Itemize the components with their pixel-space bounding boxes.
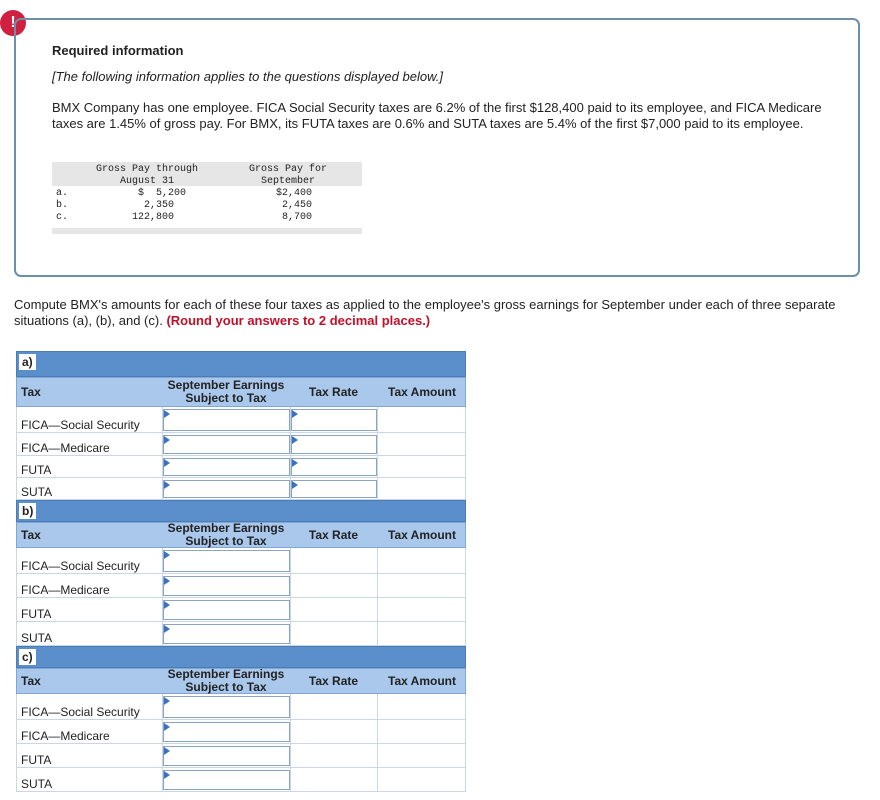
input-marker-icon xyxy=(292,436,298,444)
earnings-input[interactable] xyxy=(163,624,290,644)
required-info-title: Required information xyxy=(52,43,184,58)
section-bar xyxy=(16,500,466,522)
section-bar xyxy=(16,351,466,377)
tax-amount-cell[interactable] xyxy=(378,622,466,646)
earnings-input[interactable] xyxy=(163,770,290,790)
table-row xyxy=(16,598,466,622)
column-divider xyxy=(290,768,291,791)
gross-pay-header-col1: Gross Pay through August 31 xyxy=(95,164,199,187)
tax-amount-cell[interactable] xyxy=(378,720,466,744)
earnings-input[interactable] xyxy=(163,409,290,431)
table-row xyxy=(16,720,466,744)
tax-rate-input[interactable] xyxy=(291,458,377,476)
gross-pay-through-value: 122,800 xyxy=(131,212,174,223)
gross-pay-header-col2: Gross Pay for September xyxy=(248,164,327,187)
section-label: b) xyxy=(19,503,36,519)
tax-name-label: FUTA xyxy=(21,753,52,767)
earnings-input[interactable] xyxy=(163,480,290,498)
table-row xyxy=(16,407,466,433)
header-tax-amount: Tax Amount xyxy=(388,674,456,688)
input-marker-icon xyxy=(164,723,170,731)
instruction-text: Compute BMX's amounts for each of these four taxes as applied to the employee's gross earnings for September under each of three separate situations (a), (b), and (c). (Round your answers to 2 decimal places.) xyxy=(14,297,836,328)
tax-name-label: SUTA xyxy=(21,631,53,645)
table-row xyxy=(16,574,466,598)
tax-amount-cell[interactable] xyxy=(378,574,466,598)
tax-name-label: FICA—Social Security xyxy=(21,418,140,432)
tax-name-label: FICA—Social Security xyxy=(21,559,140,573)
tax-name-label: SUTA xyxy=(21,485,53,499)
table-row xyxy=(16,744,466,768)
header-tax-rate: Tax Rate xyxy=(308,385,359,399)
table-row xyxy=(16,548,466,574)
input-marker-icon xyxy=(164,410,170,418)
table-row xyxy=(16,478,466,500)
tax-name-label: FICA—Medicare xyxy=(21,583,110,597)
tax-rate-input[interactable] xyxy=(291,480,377,498)
gross-pay-through-value: 2,350 xyxy=(143,200,174,211)
tax-rate-input[interactable] xyxy=(291,435,377,454)
tax-amount-cell[interactable] xyxy=(378,478,466,500)
tax-amount-cell[interactable] xyxy=(378,433,466,456)
table-header-row xyxy=(16,377,466,407)
table-row xyxy=(16,768,466,792)
gross-pay-september-value: 2,450 xyxy=(281,200,312,211)
header-earnings-subject-to-tax: September Earnings Subject to Tax xyxy=(167,378,285,405)
gross-pay-row-letter: a. xyxy=(56,188,69,199)
tax-name-label: FICA—Medicare xyxy=(21,441,110,455)
gross-pay-september-value: $2,400 xyxy=(275,188,312,199)
header-tax-amount: Tax Amount xyxy=(388,528,456,542)
column-divider xyxy=(290,548,291,573)
input-marker-icon xyxy=(164,697,170,705)
table-header-row xyxy=(16,522,466,548)
table-header-row xyxy=(16,668,466,694)
column-divider xyxy=(290,622,291,645)
required-info-paragraph: BMX Company has one employee. FICA Social Security taxes are 6.2% of the first $128,400 paid to its employee, and FICA Medicare taxes are 1.45% of gross pay. For BMX, its FUTA taxes are 0.6% and SUTA taxes are 5.4% of the first $7,000 paid to its employee. xyxy=(52,100,822,131)
column-divider xyxy=(290,720,291,743)
column-divider xyxy=(290,574,291,597)
table-row xyxy=(16,694,466,720)
table-row xyxy=(16,456,466,478)
tax-amount-cell[interactable] xyxy=(378,768,466,792)
table-row xyxy=(16,622,466,646)
earnings-input[interactable] xyxy=(163,696,290,718)
earnings-input[interactable] xyxy=(163,576,290,596)
tax-amount-cell[interactable] xyxy=(378,744,466,768)
input-marker-icon xyxy=(164,551,170,559)
tax-amount-cell[interactable] xyxy=(378,548,466,574)
input-marker-icon xyxy=(164,436,170,444)
header-tax: Tax xyxy=(21,674,41,688)
tax-amount-cell[interactable] xyxy=(378,456,466,478)
input-marker-icon xyxy=(292,410,298,418)
gross-pay-row-letter: b. xyxy=(56,200,69,211)
header-tax: Tax xyxy=(21,528,41,542)
section-label: a) xyxy=(19,354,36,370)
gross-pay-table xyxy=(52,162,362,234)
header-tax-rate: Tax Rate xyxy=(308,674,359,688)
required-info-note: [The following information applies to the questions displayed below.] xyxy=(52,69,443,84)
earnings-input[interactable] xyxy=(163,458,290,476)
input-marker-icon xyxy=(292,481,298,489)
gross-pay-row-letter: c. xyxy=(56,212,69,223)
header-tax-amount: Tax Amount xyxy=(388,385,456,399)
column-divider xyxy=(290,598,291,621)
tax-answer-table xyxy=(16,351,466,791)
tax-name-label: FICA—Social Security xyxy=(21,705,140,719)
column-divider xyxy=(290,694,291,719)
section-label: c) xyxy=(19,649,36,665)
tax-amount-cell[interactable] xyxy=(378,694,466,720)
header-tax-rate: Tax Rate xyxy=(308,528,359,542)
tax-amount-cell[interactable] xyxy=(378,598,466,622)
header-earnings-subject-to-tax: September Earnings Subject to Tax xyxy=(167,667,285,694)
gross-pay-through-value: $ 5,200 xyxy=(137,188,186,199)
input-marker-icon xyxy=(164,577,170,585)
input-marker-icon xyxy=(164,481,170,489)
earnings-input[interactable] xyxy=(163,435,290,454)
input-marker-icon xyxy=(164,747,170,755)
header-earnings-subject-to-tax: September Earnings Subject to Tax xyxy=(167,521,285,548)
tax-name-label: FUTA xyxy=(21,607,52,621)
earnings-input[interactable] xyxy=(163,600,290,620)
gross-pay-september-value: 8,700 xyxy=(281,212,312,223)
tax-name-label: FICA—Medicare xyxy=(21,729,110,743)
input-marker-icon xyxy=(292,459,298,467)
section-bar xyxy=(16,646,466,668)
input-marker-icon xyxy=(164,771,170,779)
tax-amount-cell[interactable] xyxy=(378,407,466,433)
tax-name-label: FUTA xyxy=(21,463,52,477)
rounding-instruction: (Round your answers to 2 decimal places.) xyxy=(166,313,431,328)
input-marker-icon xyxy=(164,601,170,609)
earnings-input[interactable] xyxy=(163,722,290,742)
tax-rate-input[interactable] xyxy=(291,409,377,431)
header-tax: Tax xyxy=(21,385,41,399)
earnings-input[interactable] xyxy=(163,550,290,572)
input-marker-icon xyxy=(164,625,170,633)
earnings-input[interactable] xyxy=(163,746,290,766)
table-row xyxy=(16,433,466,456)
input-marker-icon xyxy=(164,459,170,467)
tax-name-label: SUTA xyxy=(21,777,53,791)
column-divider xyxy=(290,744,291,767)
exclamation-icon: ! xyxy=(0,10,26,36)
